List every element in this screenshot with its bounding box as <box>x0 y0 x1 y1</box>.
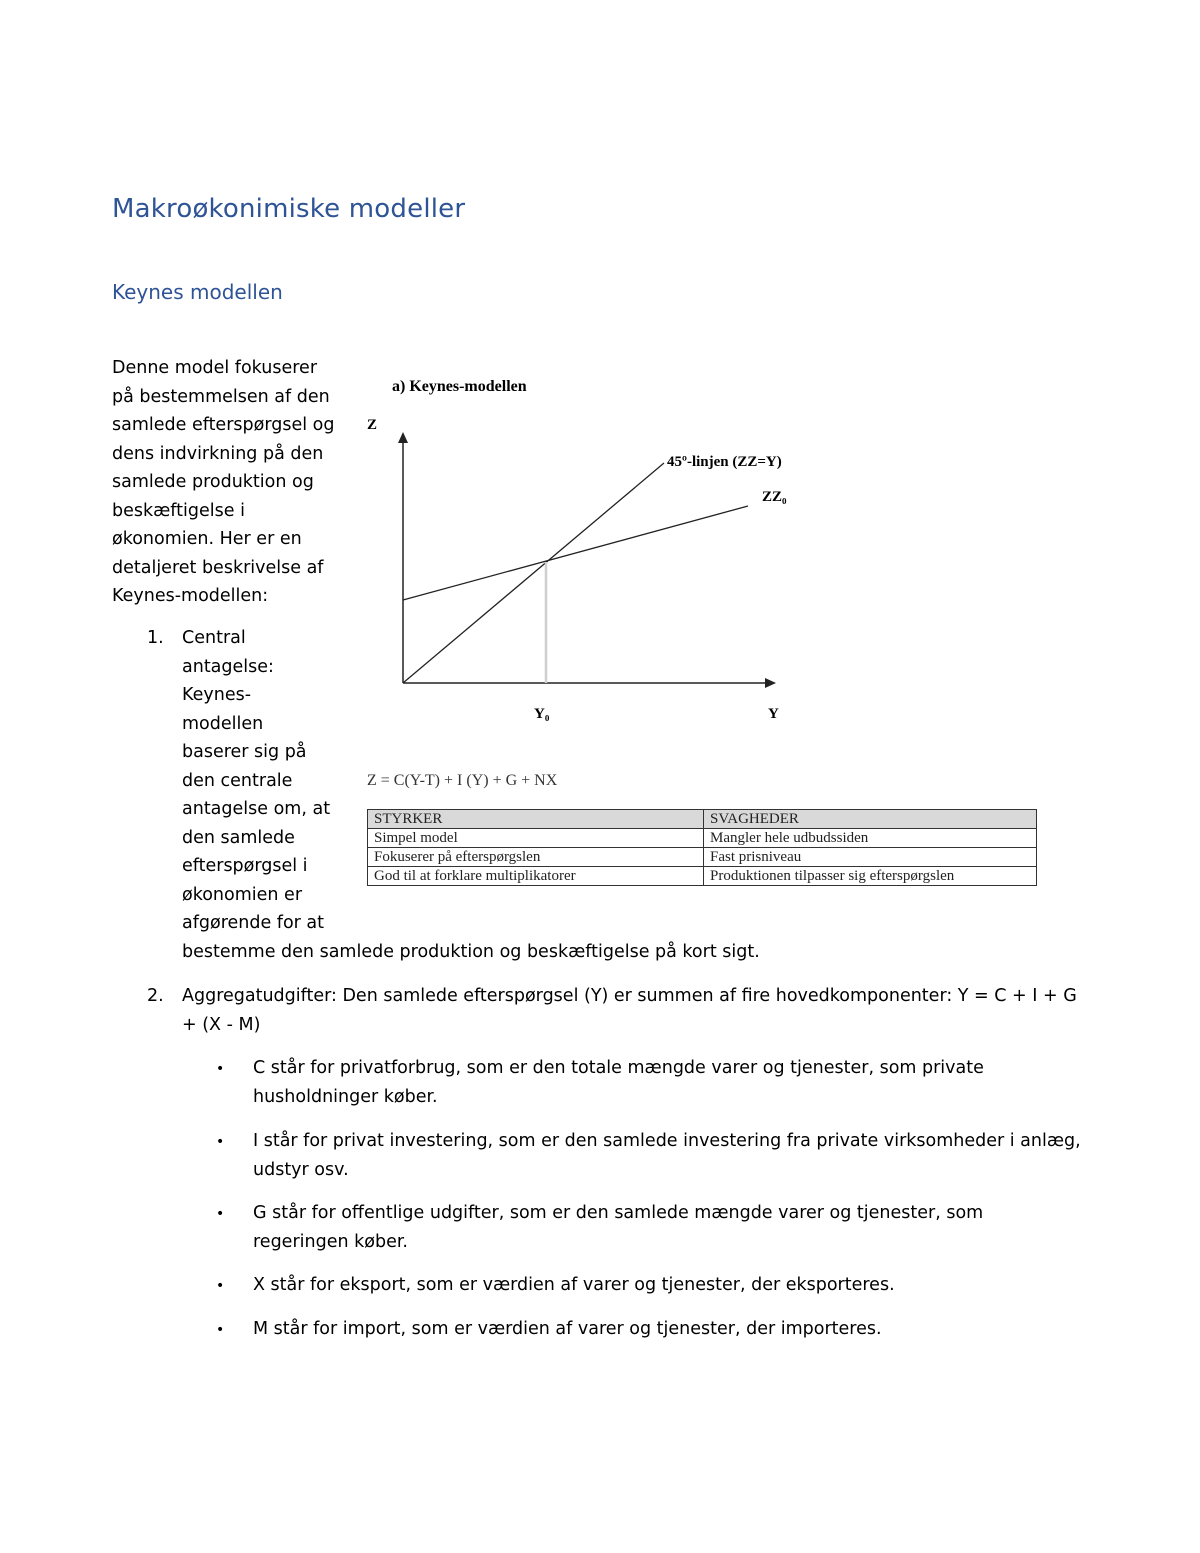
list-number: 2. <box>147 986 164 1006</box>
section-heading: Keynes modellen <box>112 280 283 304</box>
table-header: SVAGHEDER <box>704 810 1037 829</box>
list-number: 1. <box>147 628 164 648</box>
bullet-item: I står for privat investering, som er den samlede investering fra private virksomheder i anlæg, udstyr osv. <box>253 1131 1081 1180</box>
table-cell: Fast prisniveau <box>704 848 1037 867</box>
table-header: STYRKER <box>368 810 704 829</box>
line-45-degree <box>403 463 664 683</box>
figure-title: a) Keynes-modellen <box>392 378 527 395</box>
keynes-diagram <box>360 405 820 725</box>
bullet-item: X står for eksport, som er værdien af varer og tjenester, der eksporteres. <box>253 1275 895 1295</box>
bullet-item: M står for import, som er værdien af varer og tjenester, der importeres. <box>253 1319 882 1339</box>
y-axis-arrow <box>765 678 776 688</box>
list-item-text: Central antagelse: Keynes-modellen baserer sig på den centrale antagelse om, at den samlede efterspørgsel i økonomien er afgørende for at <box>182 628 331 933</box>
table-cell: Fokuserer på efterspørgslen <box>368 848 704 867</box>
bullet-icon: • <box>216 1061 225 1077</box>
strengths-weaknesses-table <box>367 809 1037 886</box>
z-axis-label: Z <box>367 417 378 433</box>
table-cell: Simpel model <box>368 829 704 848</box>
page-title: Makroøkonimiske modeller <box>112 194 466 224</box>
list-item-text-continued: bestemme den samlede produktion og beskæftigelse på kort sigt. <box>182 942 760 962</box>
table-cell: God til at forklare multiplikatorer <box>368 867 704 886</box>
bullet-icon: • <box>216 1134 225 1150</box>
bullet-icon: • <box>216 1322 225 1338</box>
table-row <box>368 829 1037 848</box>
y-axis-label: Y <box>768 706 779 722</box>
zz0-label: ZZ₀ <box>762 489 787 505</box>
formula: Z = C(Y-T) + I (Y) + G + NX <box>367 772 558 789</box>
line-zz0 <box>403 506 748 600</box>
table-header-row <box>368 810 1037 829</box>
bullet-item: G står for offentlige udgifter, som er den samlede mængde varer og tjenester, som regeringen køber. <box>253 1203 984 1252</box>
bullet-icon: • <box>216 1278 225 1294</box>
table-row <box>368 867 1037 886</box>
bullet-icon: • <box>216 1206 225 1222</box>
intro-paragraph: Denne model fokuserer på bestemmelsen af den samlede efterspørgsel og dens indvirkning på den samlede produktion og beskæftigelse i økonomien. Her er en detaljeret beskrivelse af Keynes-modellen: <box>112 358 335 606</box>
list-item-text: Aggregatudgifter: Den samlede efterspørgsel (Y) er summen af fire hovedkomponenter: Y = C + I + G + (X - M) <box>182 986 1077 1035</box>
table-cell: Mangler hele udbudssiden <box>704 829 1037 848</box>
z-axis-arrow <box>398 432 408 443</box>
table-cell: Produktionen tilpasser sig efterspørgslen <box>704 867 1037 886</box>
line-45-label: 45º-linjen (ZZ=Y) <box>667 454 782 470</box>
bullet-item: C står for privatforbrug, som er den totale mængde varer og tjenester, som private husholdninger køber. <box>253 1058 984 1107</box>
table-row <box>368 848 1037 867</box>
y0-label: Y₀ <box>534 706 550 722</box>
